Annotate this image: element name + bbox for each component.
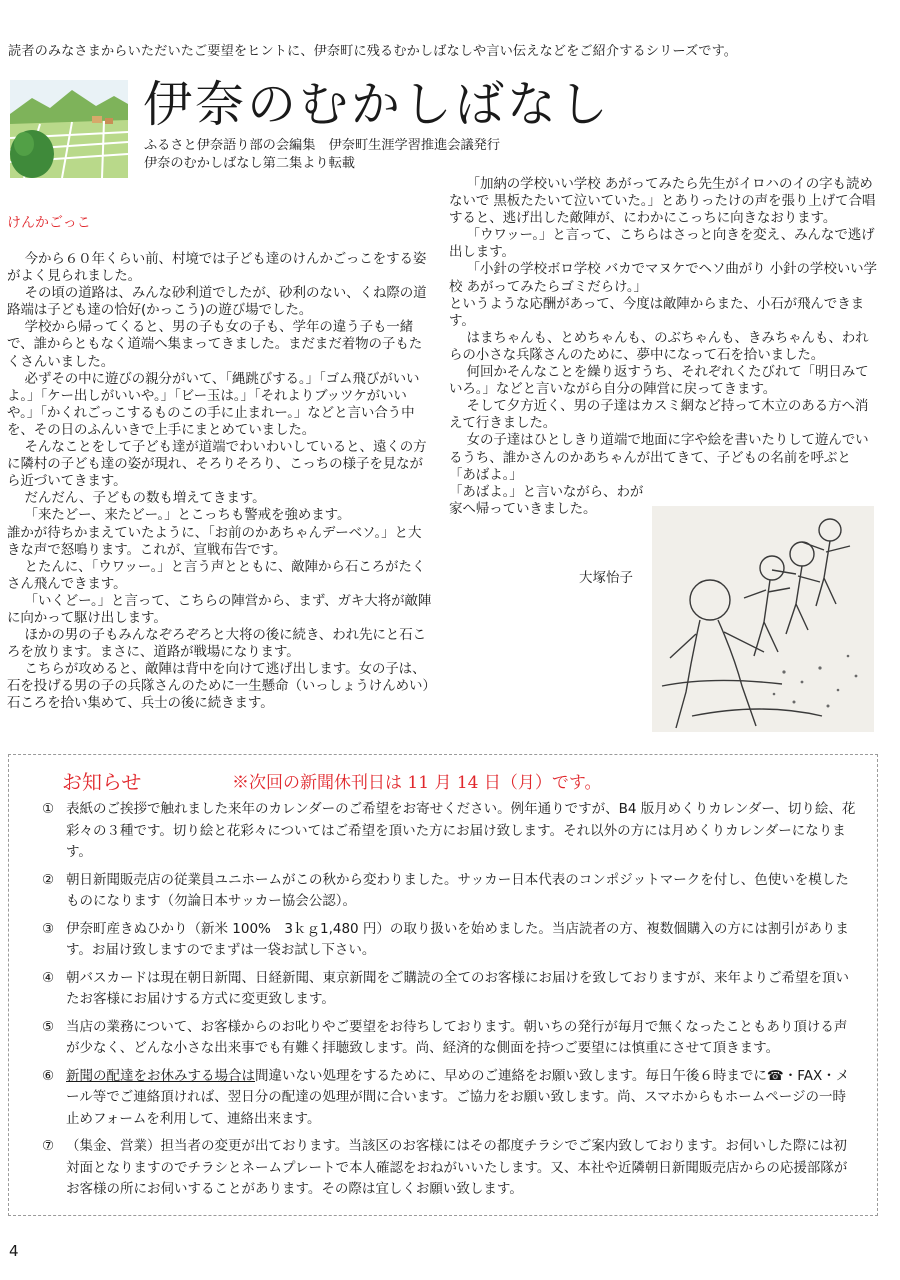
item-number: ⑦ [41,1138,55,1154]
story-paragraph: 「いくどー。」と言って、こちらの陣営から、まず、ガキ大将が敵陣に向かって駆け出します。 [7,592,432,626]
item-number: ② [41,871,55,888]
item-number: ④ [41,969,55,986]
item-text: 朝日新聞販売店の従業員ユニホームがこの秋から変わりました。サッカー日本代表のコンポジットマークを付し、色使いを模したものになります（勿論日本サッカー協会公認）。 [66,871,849,909]
item-text: 朝バスカードは現在朝日新聞、日経新聞、東京新聞をご購読の全てのお客様にお届けを致しておりますが、来年よりご希望を頂いたお客様にお届けする方式に変更致します。 [66,969,849,1007]
story-left-column [7,251,432,713]
notice-item [38,1066,858,1131]
story-paragraph: 「小針の学校ボロ学校 バカでマヌケでヘソ曲がり 小針の学校いい学校 あがってみたらゴミだらけ。」 [449,261,877,295]
publisher-line: ふるさと伊奈語り部の会編集 伊奈町生涯学習推進会議発行 [144,138,501,153]
story-title: けんかごっこ [7,215,91,231]
story-paragraph: 「ウワッー。」と言って、こちらはさっと向きを変え、みんなで逃げ出します。 [449,227,875,261]
series-intro: 読者のみなさまからいただいたご要望をヒントに、伊奈町に残るむかしばなしや言い伝えなどをご紹介するシリーズです。 [8,44,738,59]
notice-item [38,870,858,913]
item-text: 間違いない処理をするために、早めのご連絡をお願い致します。毎日午後６時までに☎・FAX・メール等でご連絡頂ければ、翌日分の配達の処理が間に合います。ご協力をお願い致します。尚、スマホからもホームページの一時止めフォームを利用して、連絡出来ます。 [66,1067,850,1127]
notice-item [38,1017,858,1060]
page-title: 伊奈のむかしばなし [143,76,612,133]
notice-item [38,799,858,864]
story-paragraph: 女の子達はひとしきり道端で地面に字や絵を書いたりして遊んでいるうち、誰かさんのかあちゃんが出てきて、子どもの名前を呼ぶと「あばよ。」 [449,432,869,483]
item-text: 当店の業務について、お客様からのお叱りやご要望をお待ちしております。朝いちの発行が毎月で無くなったこともあり頂ける声が少なく、どんな小さな出来事でも有難く拝聴致します。尚、経済的な側面を持つご要望には慎重にさせて頂きます。 [66,1018,848,1056]
story-paragraph: とたんに、「ウワッー。」と言う声とともに、敵陣から石ころがたくさん飛んできます。 [7,558,426,592]
item-number: ③ [41,920,55,937]
story-paragraph: 今から６０年くらい前、村境では子ども達のけんかごっこをする姿がよく見られました。 [7,251,427,285]
story-paragraph: その頃の道路は、みんな砂利道でしたが、砂利のない、くね際の道路端は子ども達の恰好(かっこう)の遊び場でした。 [7,285,427,319]
author-name: 大塚怡子 [579,570,633,586]
children-illustration [652,506,874,732]
notice-item [38,968,858,1011]
item-number: ⑤ [41,1018,55,1035]
item-text: 表紙のご挨拶で触れました来年のカレンダーのご希望をお寄せください。例年通りですが、B4 版月めくりカレンダー、切り絵、花彩々の３種です。切り絵と花彩々についてはご希望を頂いた方にお届け致します。それ以外の方には月めくりカレンダーになります。 [66,801,856,860]
story-right-column [449,176,877,518]
story-paragraph: 誰かが待ちかまえていたように、「お前のかあちゃんデーベソ。」と大きな声で怒鳴ります。これが、宣戦布告です。 [7,524,422,558]
story-paragraph: というような応酬があって、今度は敵陣からまた、小石が飛んできます。 [449,295,864,329]
item-text: （集金、営業）担当者の変更が出ております。当該区のお客様にはその都度チラシでご案内致しております。お伺いした際には初対面となりますのでチラシとネームプレートで本人確認をおねがいいたします。又、本社や近隣朝日新聞販売店からの応援部隊がお客様の所にお伺いすることがあります。その際は宜しくお願い致します。 [66,1138,848,1197]
story-paragraph: はまちゃんも、とめちゃんも、のぶちゃんも、きみちゃんも、われらの小さな兵隊さんのために、夢中になって石を拾いました。 [449,329,869,363]
landscape-illustration [10,80,128,178]
story-paragraph: そんなことをして子ども達が道端でわいわいしていると、遠くの方に隣村の子ども達の姿が現れ、そろりそろり、こっちの様子を見ながら近づいてきます。 [7,439,427,490]
publisher-info [144,137,500,173]
item-number: ⑥ [41,1067,55,1084]
source-line: 伊奈のむかしばなし第二集より転載 [144,156,355,171]
notice-item [38,919,858,962]
story-paragraph: 何回かそんなことを繰り返すうち、それぞれくたびれて「明日みていろ。」などと言いながら自分の陣営に戻ってきます。 [449,364,869,398]
story-paragraph: 「あばよ。」と言いながら、わが家へ帰っていきました。 [449,483,644,517]
item-underlined-text: 新聞の配達をお休みする場合は [66,1067,255,1084]
story-paragraph: 必ずその中に遊びの親分がいて、「縄跳びする。」「ゴム飛びがいいよ。」「ケー出しがいいや。」「ビー玉は。」「それよりブッツケがいいや。」「かくれごっこするものこの手に止まれー。」などと言い合う中を、その日のふんいきで上手にまとめていました。 [7,370,420,438]
notice-item [38,1136,858,1201]
item-number: ① [41,801,55,817]
holiday-notice: ※次回の新聞休刊日は 11 月 14 日（月）です。 [232,773,602,793]
story-paragraph: 学校から帰ってくると、男の子も女の子も、学年の違う子も一緒で、誰からともなく道端へ集まってきました。まだまだ着物の子もたくさんいました。 [7,319,423,370]
story-paragraph: ほかの男の子もみんなぞろぞろと大将の後に続き、われ先にと石ころを放ります。まさに、道路が戦場になります。 [7,627,427,661]
story-paragraph: そして夕方近く、男の子達はカスミ網など持って木立のある方へ消えて行きました。 [449,398,869,432]
story-paragraph: 「来たどー、来たどー。」とこっちも警戒を強めます。 [24,507,351,524]
page-number: 4 [9,1242,19,1260]
notice-list [38,799,858,1207]
notice-title: お知らせ [62,770,142,794]
item-text: 伊奈町産きぬひかり（新米 100% 3ｋｇ1,480 円）の取り扱いを始めました。当店読者の方、複数個購入の方には割引があります。お届け致しますのでまずは一袋お試し下さい。 [66,920,849,958]
story-paragraph: だんだん、子どもの数も増えてきます。 [24,490,266,507]
story-paragraph: 「加納の学校いい学校 あがってみたら先生がイロハのイの字も読めないで 黒板たたいて泣いていた。」とありったけの声を張り上げて合唱すると、逃げ出した敵陣が、にわかにこっちに向きなおります。 [449,176,876,227]
story-paragraph: こちらが攻めると、敵陣は背中を向けて逃げ出します。女の子は、石を投げる男の子の兵隊さんのために一生懸命（いっしょうけんめい）石ころを拾い集めて、兵士の後に続きます。 [7,661,430,712]
